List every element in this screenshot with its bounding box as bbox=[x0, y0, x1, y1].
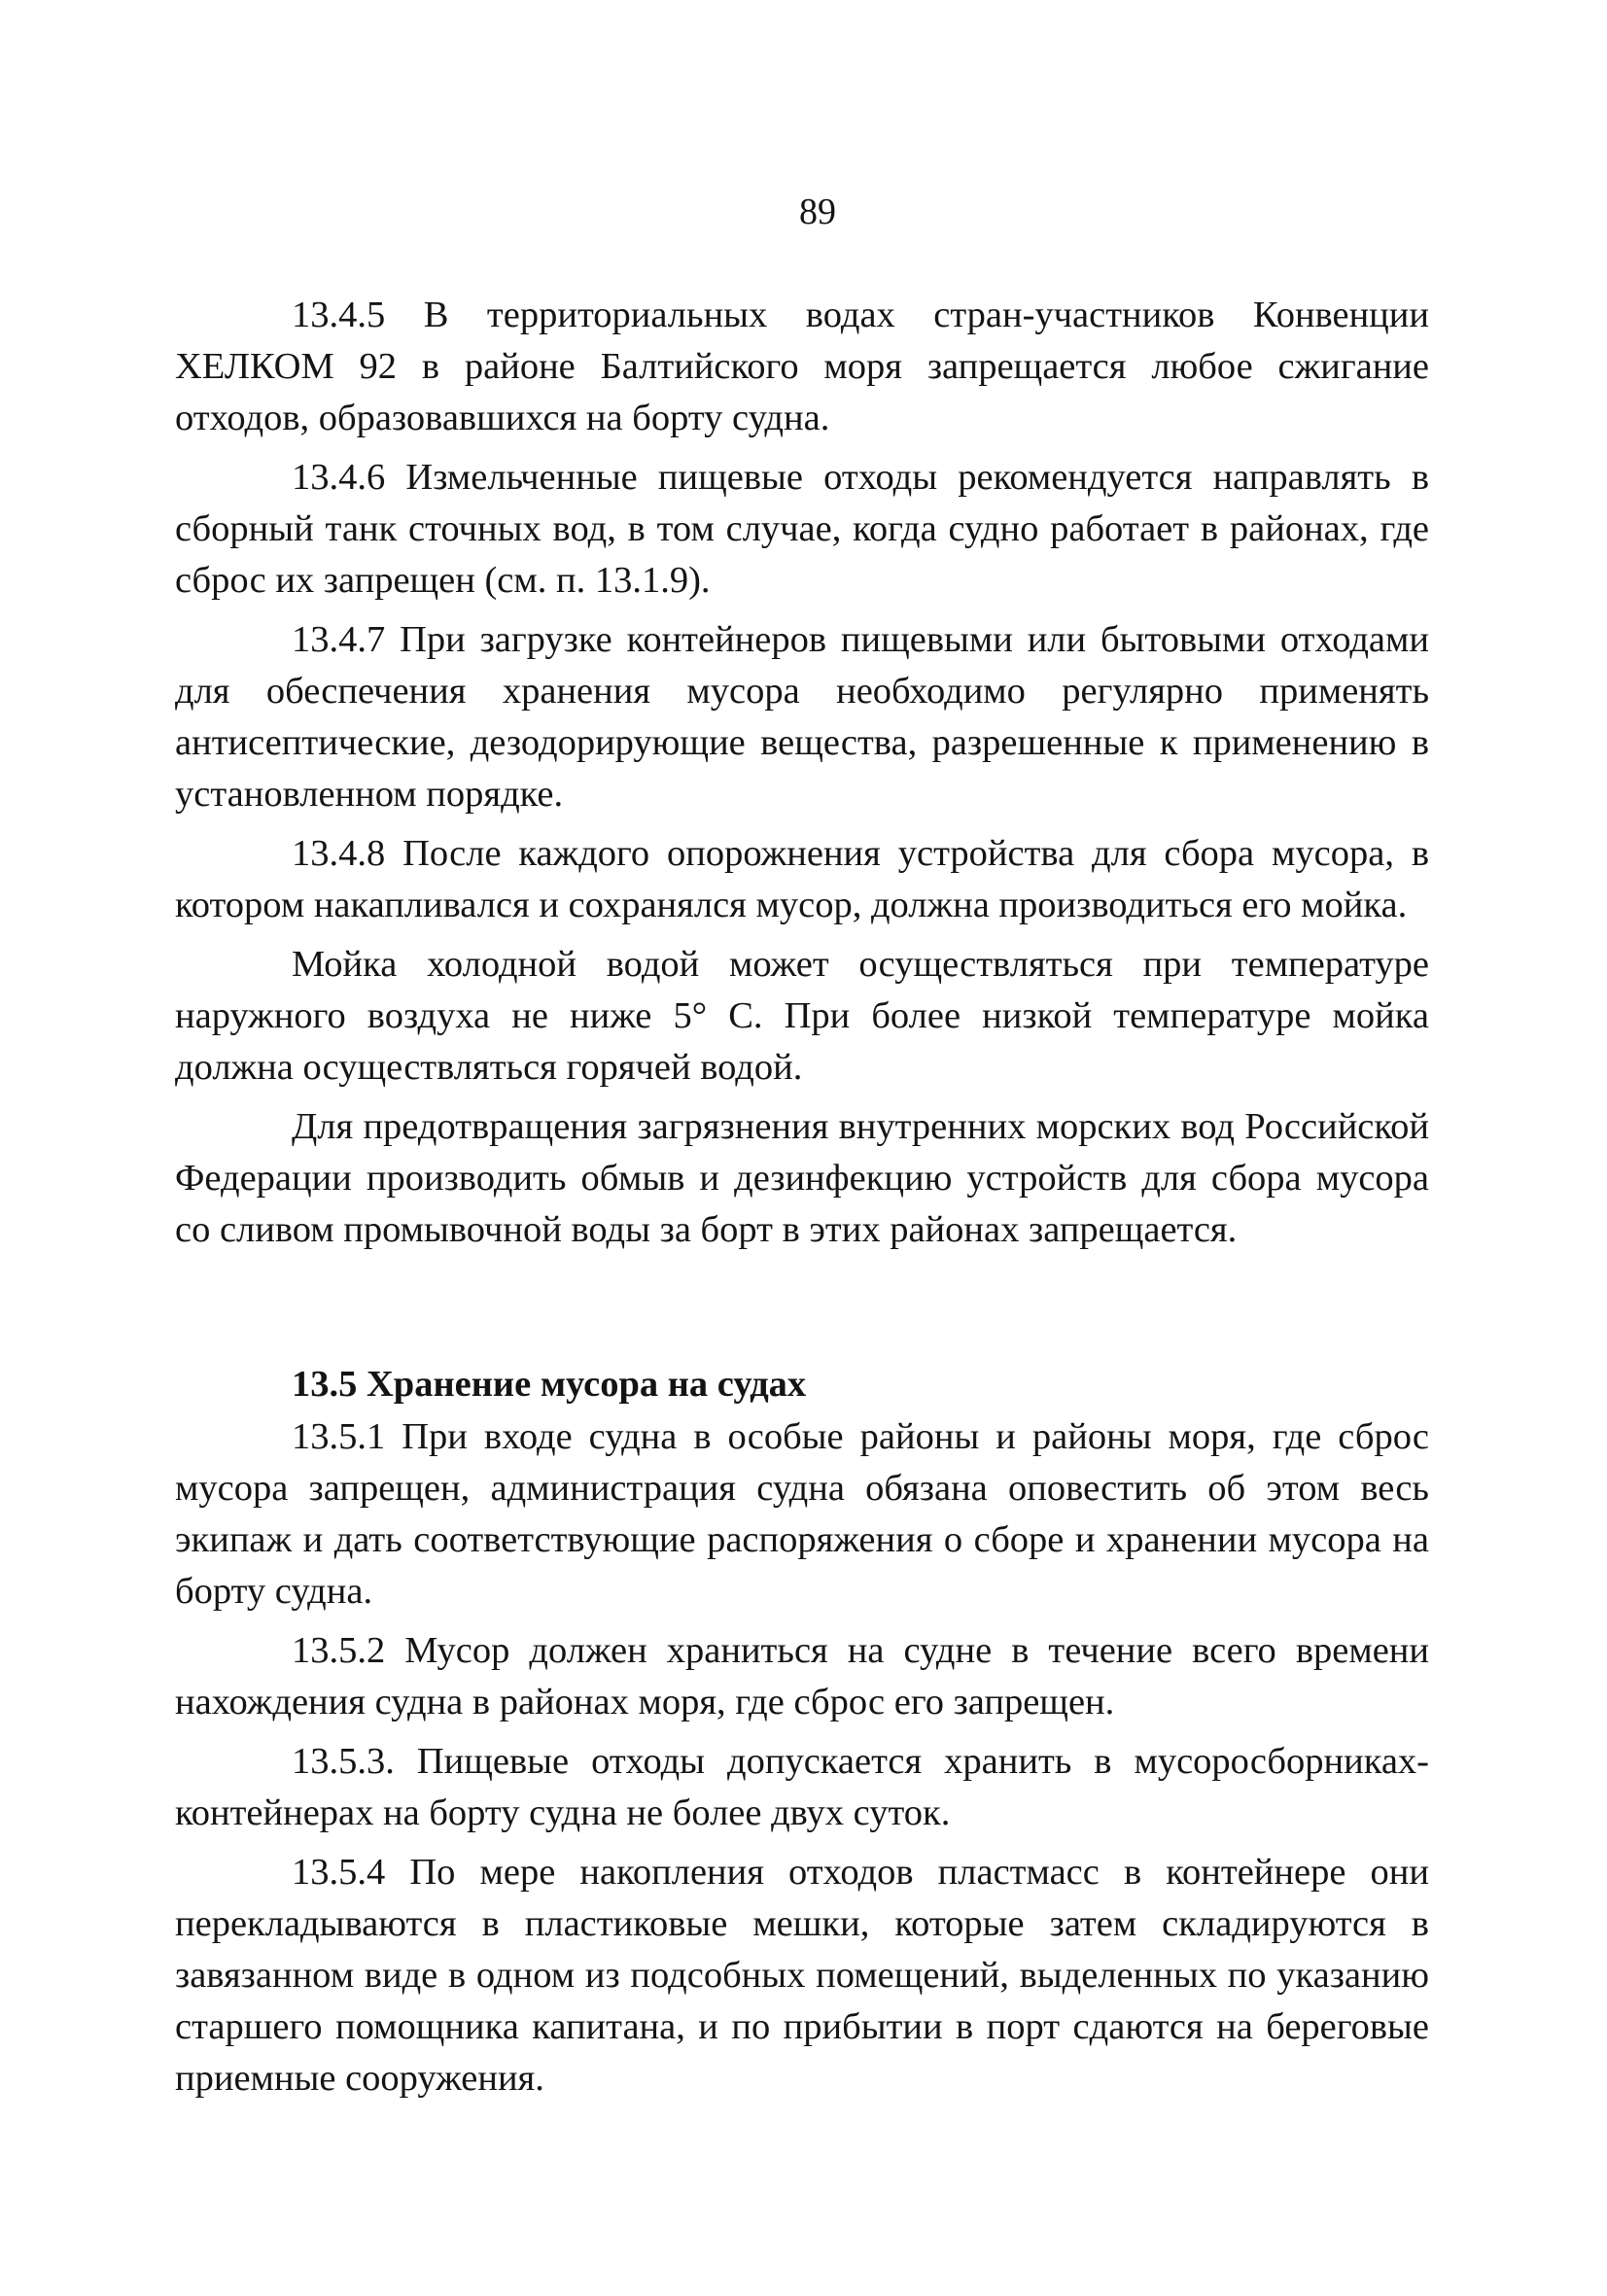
paragraph-13-4-5: 13.4.5 В территориальных водах стран-участников Конвенции ХЕЛКОМ 92 в районе Балтийского моря запрещается любое сжигание отходов, образовавшихся на борту судна. bbox=[175, 295, 1429, 438]
paragraph-13-4-7: 13.4.7 При загрузке контейнеров пищевыми или бытовыми отходами для обеспечения хранения мусора необходимо регулярно применять антисептические, дезодорирующие вещества, разрешенные к применению в установленном порядке. bbox=[175, 619, 1429, 815]
section-heading-13-5: 13.5 Хранение мусора на судах bbox=[292, 1364, 807, 1405]
paragraph-cold-water-washing: Мойка холодной водой может осуществляться при температуре наружного воздуха не ниже 5° С. При более низкой температуре мойка должна осуществляться горячей водой. bbox=[175, 944, 1429, 1088]
paragraph-13-4-8: 13.4.8 После каждого опорожнения устройства для сбора мусора, в котором накапливался и сохранялся мусор, должна производиться его мойка. bbox=[175, 833, 1429, 925]
page-number: 89 bbox=[799, 191, 836, 232]
body-text bbox=[175, 290, 1429, 2112]
paragraph-13-5-2: 13.5.2 Мусор должен храниться на судне в течение всего времени нахождения судна в районах моря, где сброс его запрещен. bbox=[175, 1630, 1429, 1722]
paragraph-13-5-4: 13.5.4 По мере накопления отходов пластмасс в контейнере они перекладываются в пластиковые мешки, которые затем складируются в завязанном виде в одном из подсобных помещений, выделенных по указанию старшего помощника капитана, и по прибытии в порт сдаются на береговые приемные сооружения. bbox=[175, 1852, 1429, 2099]
paragraph-13-5-3: 13.5.3. Пищевые отходы допускается хранить в мусоросборниках-контейнерах на борту судна не более двух суток. bbox=[175, 1741, 1429, 1833]
paragraph-pollution-prevention: Для предотвращения загрязнения внутренних морских вод Российской Федерации производить обмыв и дезинфекцию устройств для сбора мусора со сливом промывочной воды за борт в этих районах запрещается. bbox=[175, 1106, 1429, 1250]
paragraph-13-4-6: 13.4.6 Измельченные пищевые отходы рекомендуется направлять в сборный танк сточных вод, в том случае, когда судно работает в районах, где сброс их запрещен (см. п. 13.1.9). bbox=[175, 457, 1429, 601]
document-page bbox=[175, 0, 1429, 2296]
paragraph-13-5-1: 13.5.1 При входе судна в особые районы и районы моря, где сброс мусора запрещен, администрация судна обязана оповестить об этом весь экипаж и дать соответствующие распоряжения о сборе и хранении мусора на борту судна. bbox=[175, 1416, 1429, 1612]
